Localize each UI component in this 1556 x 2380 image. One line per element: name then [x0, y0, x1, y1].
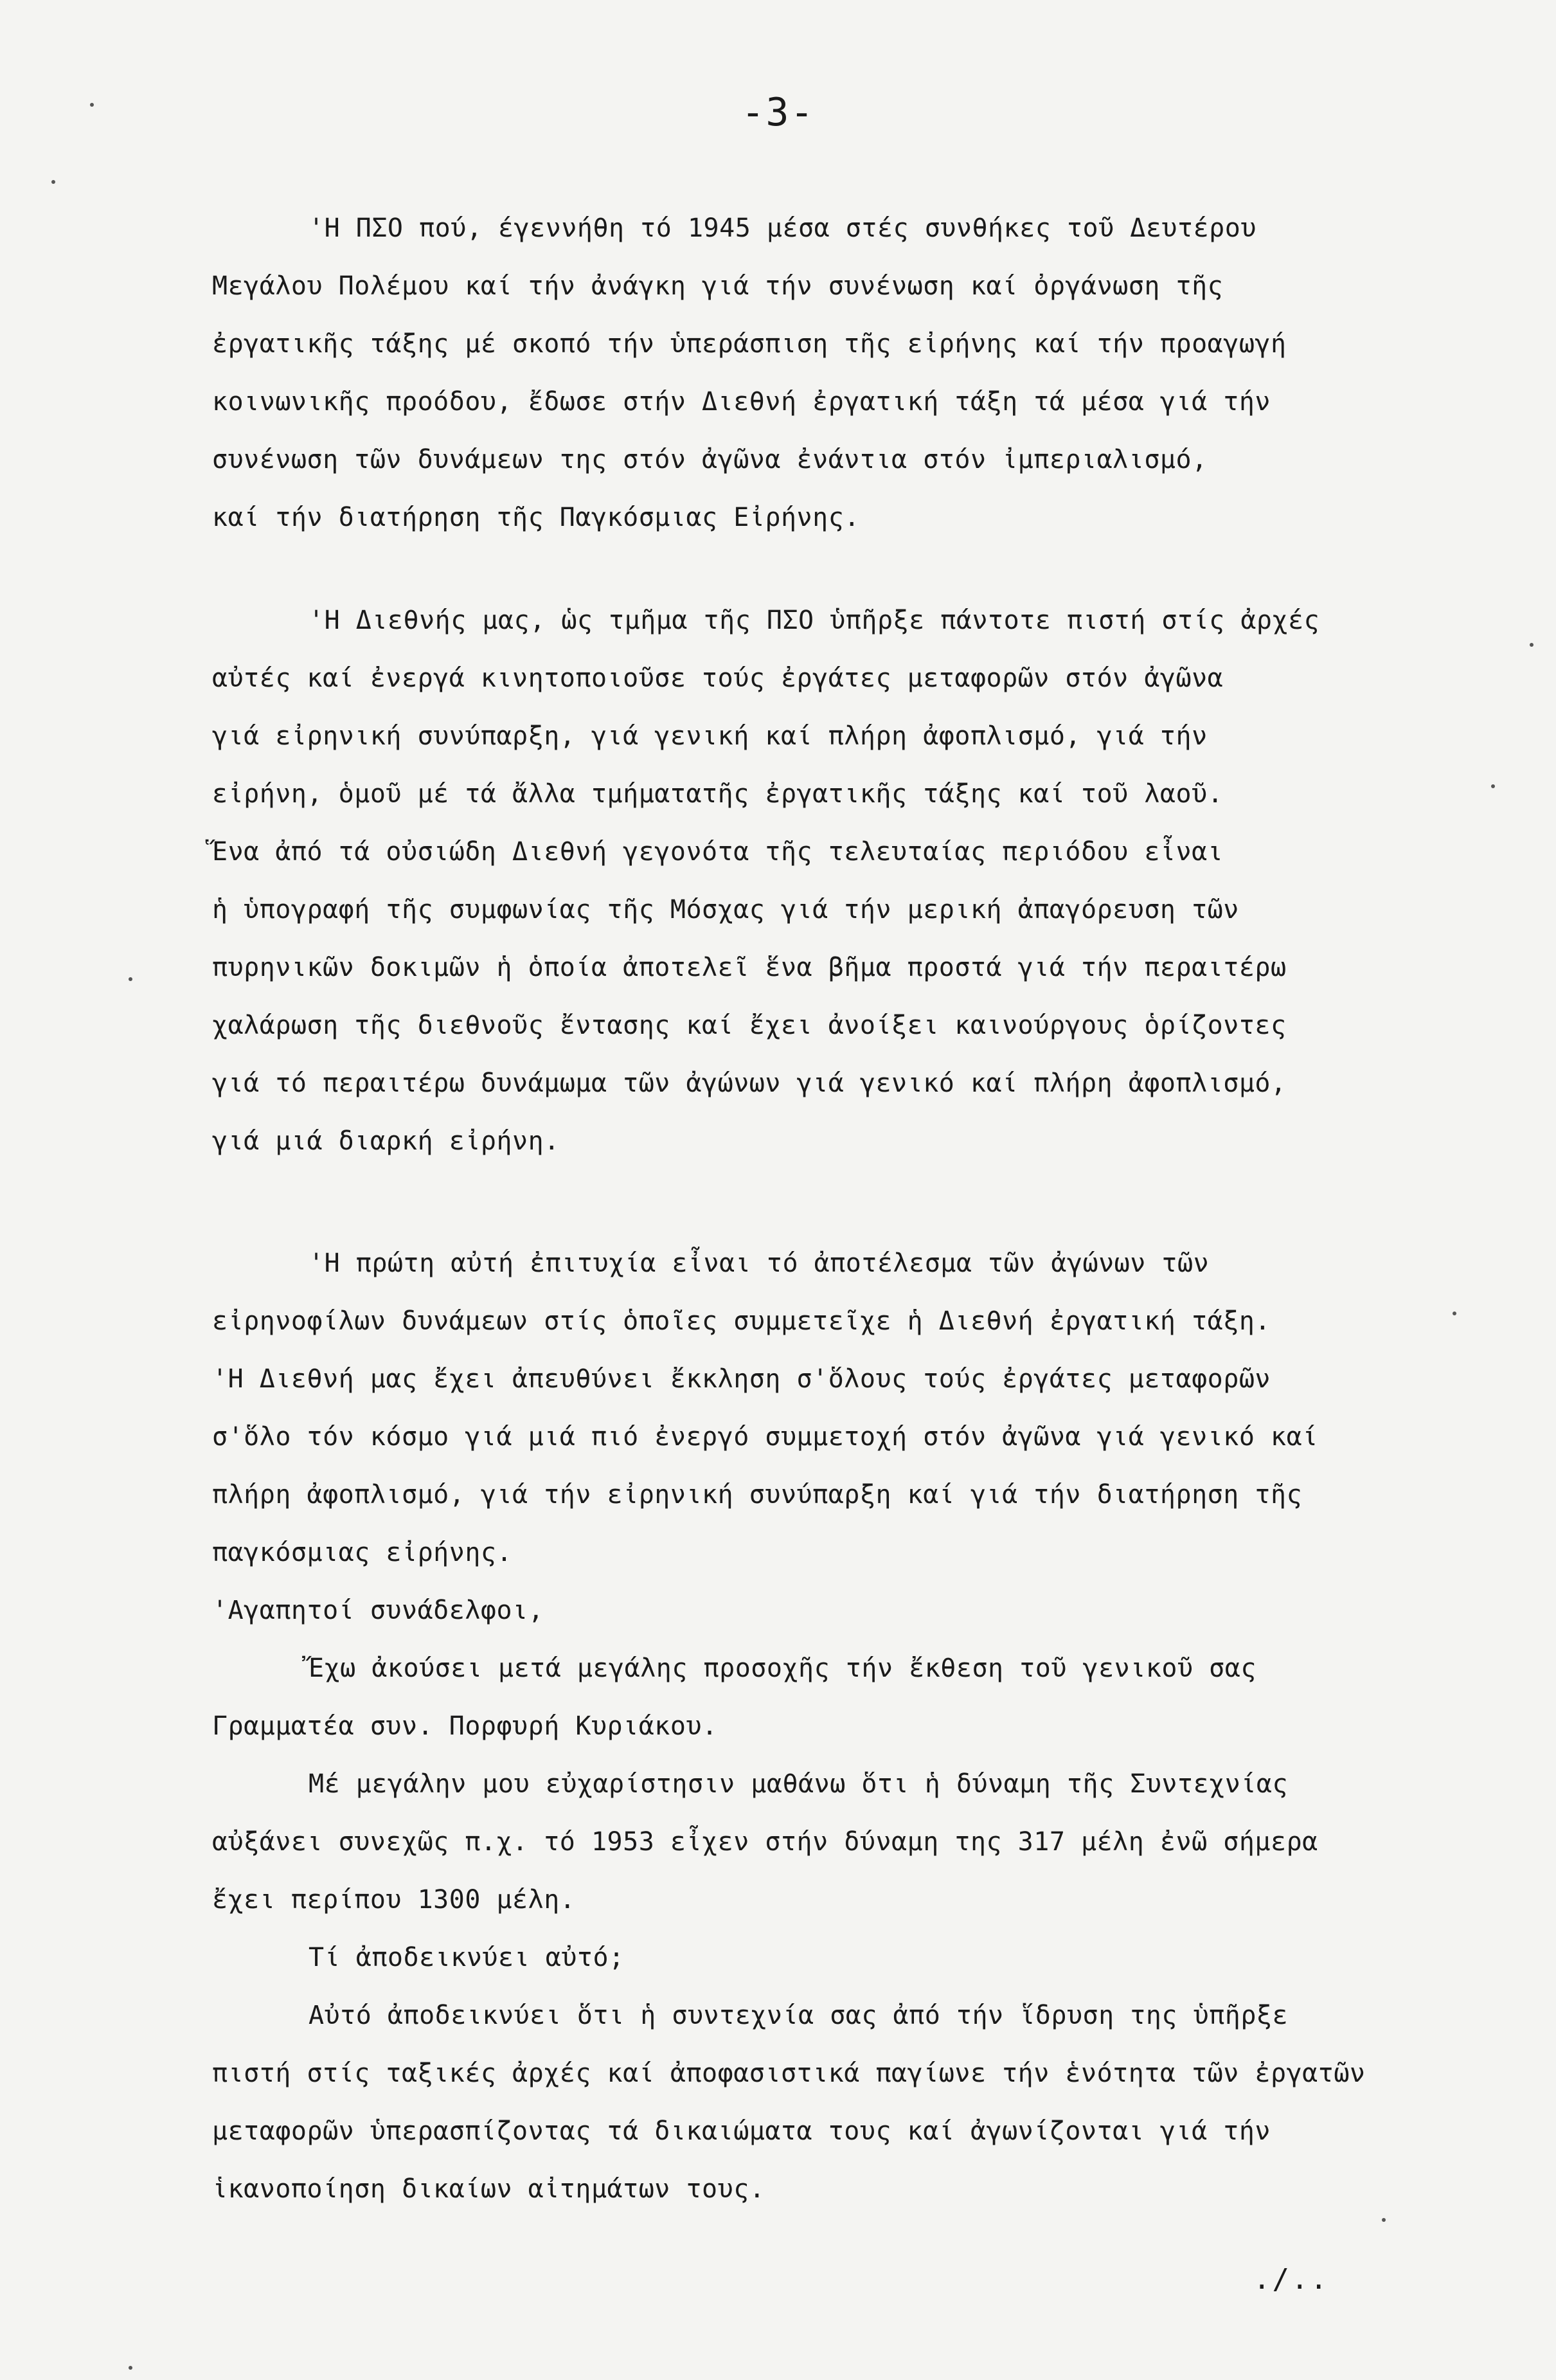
text-line: εἰρηνοφίλων δυνάμεων στίς ὁποῖες συμμετεῖχε ἡ Διεθνή ἐργατική τάξη. [212, 1306, 1271, 1336]
text-line: παγκόσμιας εἰρήνης. [212, 1538, 513, 1567]
text-line: 'Η ΠΣΟ πού, έγεννήθη τό 1945 μέσα στές συνθήκες τοῦ Δευτέρου [309, 213, 1256, 243]
paragraph-membership-growth [212, 1755, 1465, 1929]
text-line: πλήρη ἀφοπλισμό, γιά τήν εἰρηνική συνύπαρξη καί γιά τήν διατήρηση τῆς [212, 1480, 1303, 1510]
continuation-mark: ./.. [1253, 2263, 1329, 2296]
text-line: μεταφορῶν ὑπερασπίζοντας τά δικαιώματα τους καί ἀγωνίζονται γιά τήν [212, 2116, 1271, 2146]
text-line: 'Η Διεθνής μας, ὡς τμῆμα τῆς ΠΣΟ ὑπῆρξε πάντοτε πιστή στίς ἀρχές [309, 606, 1320, 635]
text-line: Ἔχω ἀκούσει μετά μεγάλης προσοχῆς τήν ἔκθεση τοῦ γενικοῦ σας [309, 1654, 1256, 1683]
scan-speck [51, 180, 55, 184]
scan-speck [1530, 643, 1534, 647]
scan-speck [1491, 784, 1495, 788]
text-line: Ἕνα ἀπό τά οὐσιώδη Διεθνή γεγονότα τῆς τελευταίας περιόδου εἶναι [212, 837, 1224, 867]
text-line: ἔχει περίπου 1300 μέλη. [212, 1885, 576, 1915]
text-line: Γραμματέα συν. Πορφυρή Κυριάκου. [212, 1711, 718, 1741]
text-line: ἐργατικῆς τάξης μέ σκοπό τήν ὑπεράσπιση τῆς εἰρήνης καί τήν προαγωγή [212, 329, 1287, 359]
text-line: πυρηνικῶν δοκιμῶν ἡ ὁποία ἀποτελεῖ ἕνα βῆμα προστά γιά τήν περαιτέρω [212, 953, 1287, 982]
page-number: -3- [741, 90, 815, 135]
scan-speck [90, 103, 94, 107]
paragraph-first-success [212, 1234, 1465, 1582]
text-line: συνένωση τῶν δυνάμεων της στόν ἀγῶνα ἐνάντια στόν ἰμπεριαλισμό, [212, 445, 1208, 474]
text-line: ἡ ὑπογραφή τῆς συμφωνίας τῆς Μόσχας γιά τήν μερική ἀπαγόρευση τῶν [212, 895, 1239, 924]
scan-speck [129, 977, 132, 981]
text-line: 'Η Διεθνή μας ἔχει ἀπευθύνει ἔκκληση σ'ὅλους τούς ἐργάτες μεταφορῶν [212, 1364, 1271, 1394]
paragraph-conclusion [212, 1987, 1465, 2218]
text-line: αὐτές καί ἐνεργά κινητοποιοῦσε τούς ἐργάτες μεταφορῶν στόν ἀγῶνα [212, 663, 1224, 693]
paragraph-pso-founding [212, 199, 1465, 546]
text-line: Μεγάλου Πολέμου καί τήν ἀνάγκη γιά τήν συνένωση καί ὀργάνωση τῆς [212, 271, 1224, 301]
text-line: γιά τό περαιτέρω δυνάμωμα τῶν ἀγώνων γιά γενικό καί πλήρη ἀφοπλισμό, [212, 1068, 1287, 1098]
scan-speck [1382, 2218, 1386, 2222]
text-line: αὐξάνει συνεχῶς π.χ. τό 1953 εἶχεν στήν δύναμη της 317 μέλη ἐνῶ σήμερα [212, 1827, 1318, 1857]
text-line: Μέ μεγάλην μου εὐχαρίστησιν μαθάνω ὅτι ἡ δύναμη τῆς Συντεχνίας [309, 1769, 1289, 1799]
salutation [212, 1582, 1465, 1639]
text-line: κοινωνικῆς προόδου, ἔδωσε στήν Διεθνή ἐργατική τάξη τά μέσα γιά τήν [212, 387, 1271, 417]
document-body [212, 199, 1465, 2218]
scan-speck [129, 2366, 132, 2370]
paragraph-report [212, 1639, 1465, 1755]
scan-speck [1453, 1312, 1456, 1315]
text-line: πιστή στίς ταξικές ἀρχές καί ἀποφασιστικά παγίωνε τήν ἑνότητα τῶν ἐργατῶν [212, 2059, 1366, 2088]
text-line: Τί ἀποδεικνύει αὐτό; [309, 1943, 625, 1972]
text-line: ἱκανοποίηση δικαίων αἰτημάτων τους. [212, 2174, 765, 2204]
text-line: καί τήν διατήρηση τῆς Παγκόσμιας Εἰρήνης. [212, 503, 860, 532]
text-line: 'Η πρώτη αὐτή ἐπιτυχία εἶναι τό ἀποτέλεσμα τῶν ἀγώνων τῶν [309, 1249, 1210, 1278]
paragraph-international-role [212, 591, 1465, 1170]
text-line: εἰρήνη, ὁμοῦ μέ τά ἄλλα τμήματατῆς ἐργατικῆς τάξης καί τοῦ λαοῦ. [212, 779, 1224, 809]
text-line: γιά μιά διαρκή εἰρήνη. [212, 1126, 560, 1156]
paragraph-question [212, 1929, 1465, 1987]
text-line: γιά εἰρηνική συνύπαρξη, γιά γενική καί πλήρη ἀφοπλισμό, γιά τήν [212, 721, 1208, 751]
text-line: 'Αγαπητοί συνάδελφοι, [212, 1596, 544, 1625]
text-line: χαλάρωση τῆς διεθνοῦς ἔντασης καί ἔχει ἀνοίξει καινούργους ὁρίζοντες [212, 1011, 1287, 1040]
text-line: σ'ὅλο τόν κόσμο γιά μιά πιό ἐνεργό συμμετοχή στόν ἀγῶνα γιά γενικό καί [212, 1422, 1318, 1452]
text-line: Αὐτό ἀποδεικνύει ὅτι ἡ συντεχνία σας ἀπό τήν ἵδρυση της ὑπῆρξε [309, 2001, 1289, 2030]
